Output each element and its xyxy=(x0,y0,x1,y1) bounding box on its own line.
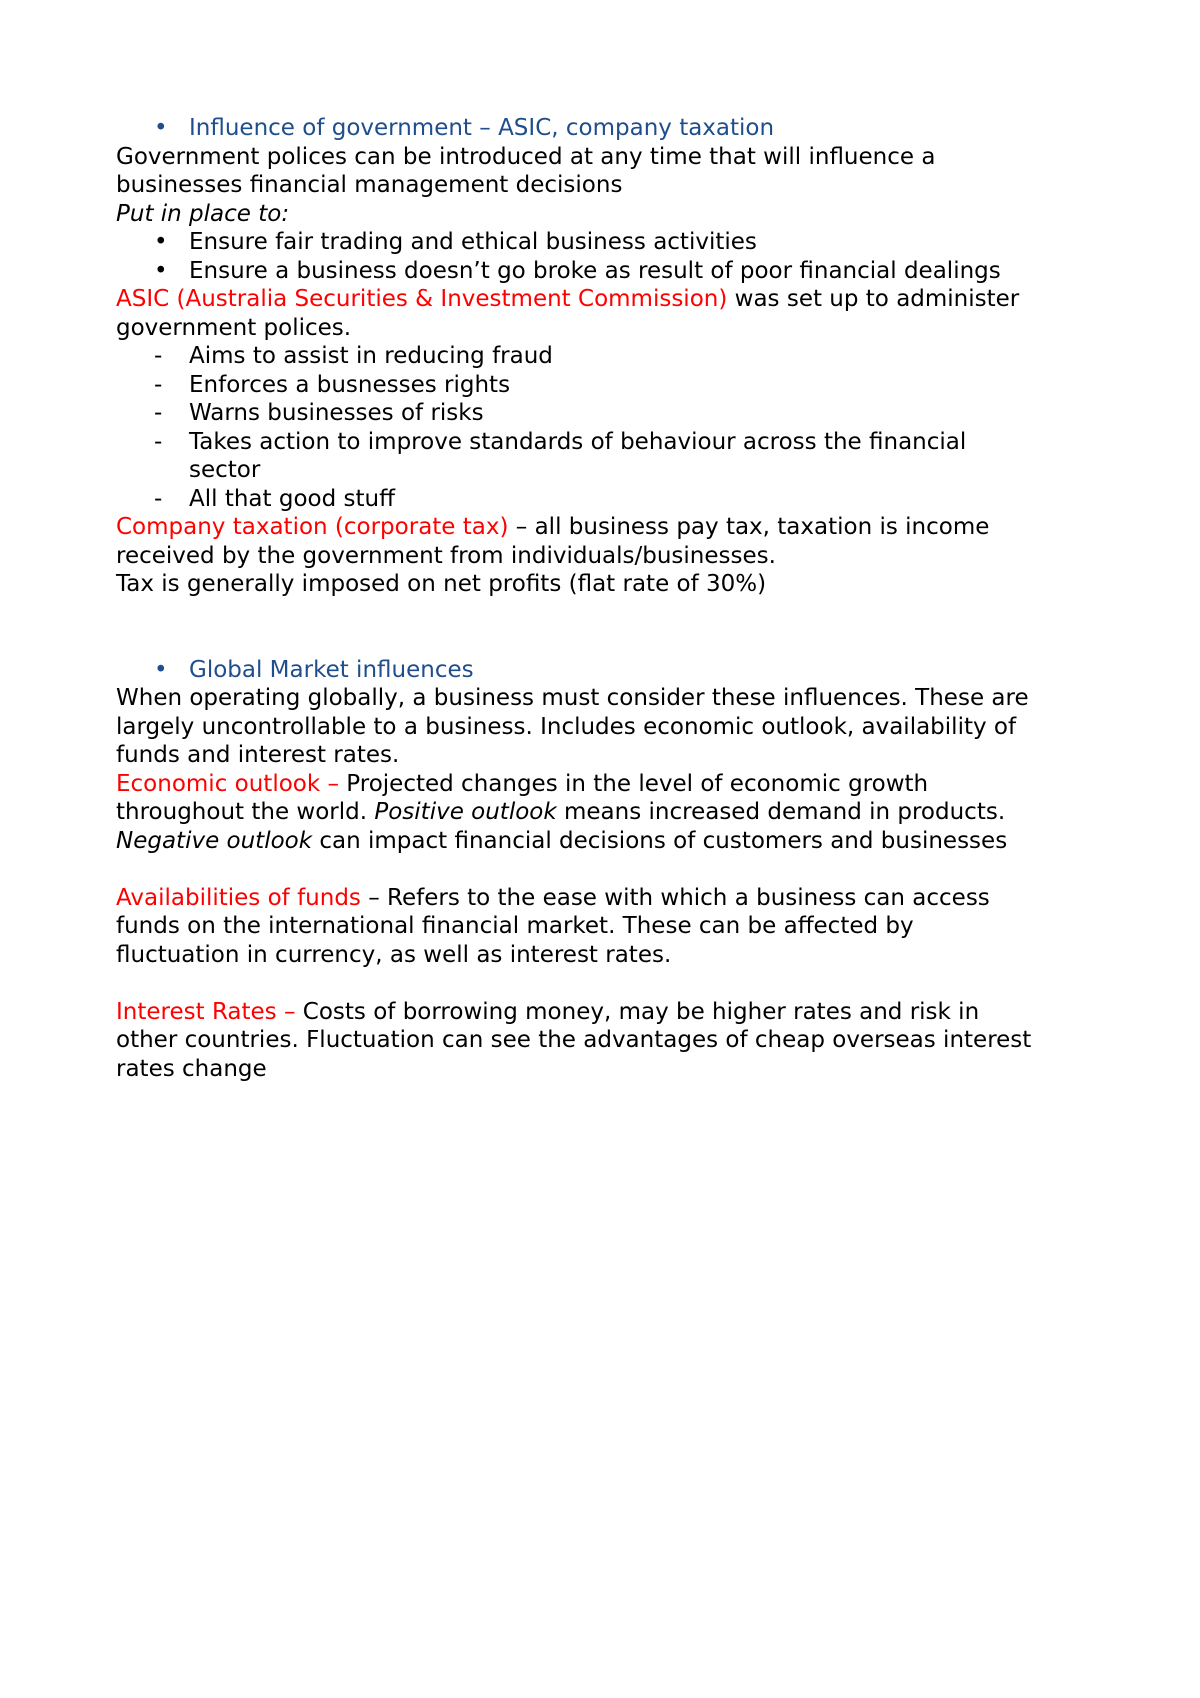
dash-item xyxy=(116,342,1116,371)
paragraph-line: When operating globally, a business must consider these influences. These are xyxy=(116,685,1029,711)
funds-line xyxy=(116,884,1116,913)
paragraph-line xyxy=(116,827,1116,856)
heading-text: Global Market influences xyxy=(189,656,474,683)
funds-label: Availabilities of funds xyxy=(116,884,369,911)
interest-rates-line xyxy=(116,998,1116,1027)
dash-item-continuation: sector xyxy=(189,457,261,483)
heading-text: Influence of government – ASIC, company taxation xyxy=(189,115,775,141)
bullet-dot-icon: • xyxy=(154,656,168,683)
put-in-place-label: Put in place to: xyxy=(116,200,290,227)
paragraph-line: businesses financial management decisions xyxy=(116,172,623,198)
paragraph-line: Government polices can be introduced at any time that will influence a xyxy=(116,143,936,170)
dash-item-text: Warns businesses of risks xyxy=(189,400,484,426)
paragraph-line: funds on the international financial market. These can be affected by xyxy=(116,913,914,939)
text-run: throughout the world. xyxy=(116,799,375,825)
list-item-text: Ensure a business doesn’t go broke as result of poor financial dealings xyxy=(189,257,1001,284)
dash-marker-icon: - xyxy=(154,371,163,398)
asic-label: ASIC (Australia Securities & Investment Commission) xyxy=(116,286,728,312)
list-item xyxy=(116,257,1116,286)
economic-outlook-text: Projected changes in the level of economic growth xyxy=(346,770,929,797)
dash-marker-icon: - xyxy=(154,343,163,369)
bullet-dot-icon: • xyxy=(154,257,168,284)
dash-item xyxy=(116,371,1116,400)
spacer xyxy=(116,855,1116,884)
negative-outlook-term: Negative outlook xyxy=(116,827,313,854)
list-item xyxy=(116,228,1116,257)
text-run: can impact financial decisions of customers and businesses xyxy=(312,827,1008,854)
dash-marker-icon: - xyxy=(154,485,163,512)
asic-text: was set up to administer xyxy=(727,286,1020,312)
dash-item-text: All that good stuff xyxy=(189,485,395,512)
tax-paragraph-line xyxy=(116,513,1116,542)
asic-paragraph-line xyxy=(116,285,1116,314)
spacer xyxy=(116,969,1116,998)
dash-item xyxy=(116,428,1116,457)
tax-text: – all business pay tax, taxation is income xyxy=(508,514,990,540)
dash-item xyxy=(116,485,1116,514)
bullet-dot-icon: • xyxy=(154,229,168,255)
funds-text: – Refers to the ease with which a business can access xyxy=(368,884,990,911)
paragraph-line: received by the government from individuals/businesses. xyxy=(116,542,776,569)
paragraph-line: rates change xyxy=(116,1055,267,1082)
tax-label: Company taxation (corporate tax) xyxy=(116,514,509,540)
spacer xyxy=(116,627,1116,656)
paragraph-line: Tax is generally imposed on net profits (flat rate of 30%) xyxy=(116,571,767,597)
spacer xyxy=(116,599,1116,628)
economic-outlook-line xyxy=(116,770,1116,799)
dash-marker-icon: - xyxy=(154,400,163,426)
paragraph-line: funds and interest rates. xyxy=(116,742,400,768)
paragraph-line: fluctuation in currency, as well as interest rates. xyxy=(116,941,672,968)
dash-item xyxy=(116,399,1116,428)
positive-outlook-term: Positive outlook xyxy=(374,799,557,825)
section-heading-government xyxy=(116,114,1116,143)
paragraph-line: largely uncontrollable to a business. Includes economic outlook, availability of xyxy=(116,713,1017,740)
paragraph-line: other countries. Fluctuation can see the advantages of cheap overseas interest xyxy=(116,1027,1032,1053)
paragraph-line xyxy=(116,798,1116,827)
section-heading-global-market xyxy=(116,656,1116,685)
list-item-text: Ensure fair trading and ethical business activities xyxy=(189,229,757,255)
bullet-dot-icon: • xyxy=(154,115,168,141)
text-run: means increased demand in products. xyxy=(556,799,1006,825)
economic-outlook-label: Economic outlook – xyxy=(116,770,347,797)
dash-item-text: Aims to assist in reducing fraud xyxy=(189,343,553,369)
paragraph-line: government polices. xyxy=(116,314,352,341)
dash-item-text: Enforces a busnesses rights xyxy=(189,371,511,398)
dash-item-text: Takes action to improve standards of behaviour across the financial xyxy=(189,428,967,455)
interest-rates-text: Costs of borrowing money, may be higher rates and risk in xyxy=(302,998,980,1025)
interest-rates-label: Interest Rates – xyxy=(116,998,303,1025)
document-body xyxy=(116,114,1116,1083)
dash-marker-icon: - xyxy=(154,428,163,455)
